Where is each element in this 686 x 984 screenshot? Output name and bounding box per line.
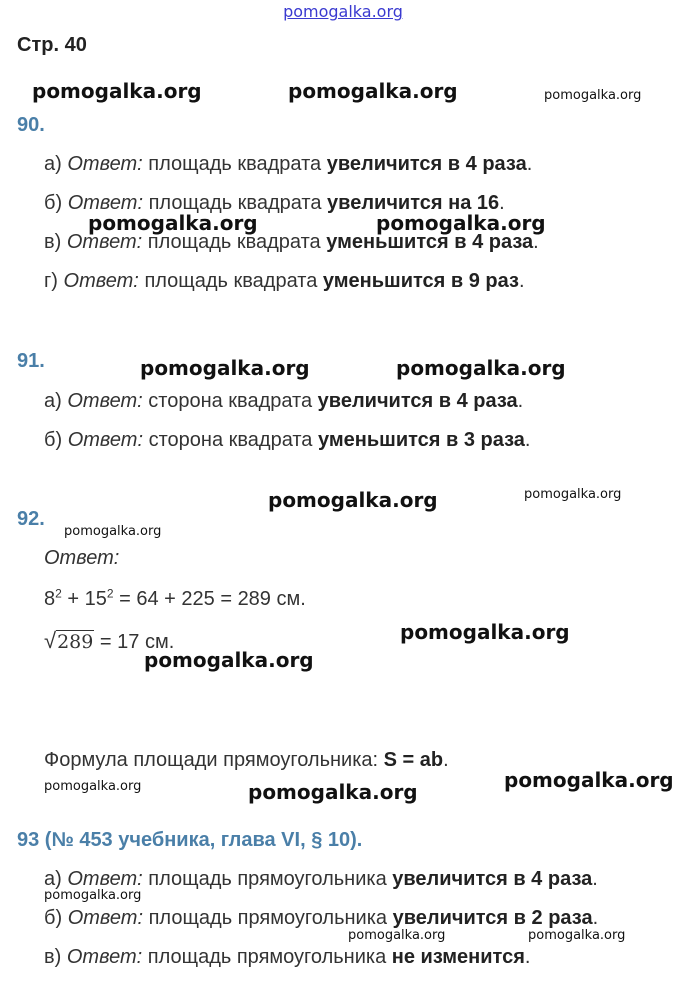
task-number: 93 (№ 453 учебника, глава VI, § 10). — [17, 829, 363, 851]
answer-line: б) Ответ: площадь прямоугольника увеличится в 2 раза. — [44, 907, 599, 929]
watermark: pomogalka.org — [268, 488, 438, 512]
watermark: pomogalka.org — [544, 88, 642, 103]
task-number: 92. — [17, 508, 45, 530]
watermark: pomogalka.org — [528, 928, 626, 943]
answer-line: в) Ответ: площадь квадрата уменьшится в 4 раза. — [44, 231, 539, 253]
equation-2: √289 = 17 см. — [44, 628, 175, 653]
watermark: pomogalka.org — [400, 620, 570, 644]
answer-line: б) Ответ: сторона квадрата уменьшится в 3 раза. — [44, 429, 531, 451]
answer-label: Ответ: — [44, 547, 120, 569]
task-number: 91. — [17, 350, 45, 372]
watermark: pomogalka.org — [288, 79, 458, 103]
watermark: pomogalka.org — [396, 356, 566, 380]
task-number: 90. — [17, 114, 45, 136]
answer-line: г) Ответ: площадь квадрата уменьшится в 9 раз. — [44, 270, 525, 292]
site-link[interactable]: pomogalka.org — [283, 2, 403, 21]
watermark: pomogalka.org — [64, 524, 162, 539]
formula-line: Формула площади прямоугольника: S = ab. — [44, 749, 449, 771]
answer-line: а) Ответ: площадь прямоугольника увеличится в 4 раза. — [44, 868, 598, 890]
sqrt-expression: √289 — [44, 628, 94, 653]
watermark: pomogalka.org — [88, 211, 258, 235]
watermark: pomogalka.org — [524, 487, 622, 502]
answer-line: а) Ответ: сторона квадрата увеличится в 4 раза. — [44, 390, 524, 412]
watermark: pomogalka.org — [140, 356, 310, 380]
equation-1: $8^2 + 15^2 = 64 + 225 = 289$ см. — [44, 586, 306, 610]
answer-line: б) Ответ: площадь квадрата увеличится на 16. — [44, 192, 505, 214]
watermark: pomogalka.org — [44, 779, 142, 794]
watermark: pomogalka.org — [44, 888, 142, 903]
watermark: pomogalka.org — [144, 648, 314, 672]
watermark: pomogalka.org — [248, 780, 418, 804]
answer-line: а) Ответ: площадь квадрата увеличится в 4 раза. — [44, 153, 533, 175]
watermark: pomogalka.org — [376, 211, 546, 235]
watermark: pomogalka.org — [348, 928, 446, 943]
page-label: Стр. 40 — [17, 34, 87, 56]
answer-line: в) Ответ: площадь прямоугольника не изменится. — [44, 946, 531, 968]
watermark: pomogalka.org — [32, 79, 202, 103]
watermark: pomogalka.org — [504, 768, 674, 792]
